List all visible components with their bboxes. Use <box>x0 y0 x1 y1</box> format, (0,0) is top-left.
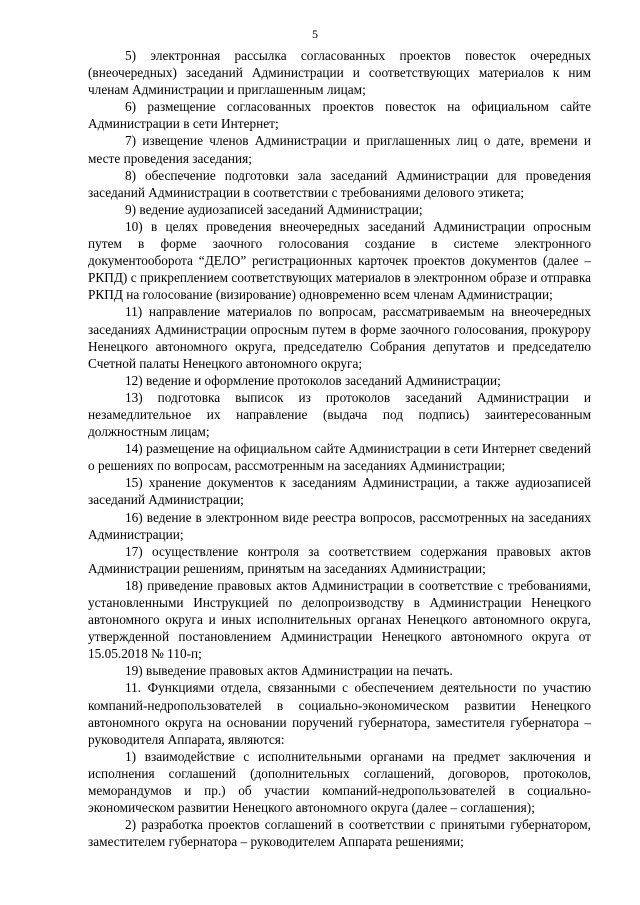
section-11-heading: 11. Функциями отдела, связанными с обеспечением деятельности по участию компаний-недропользователей в социально-экономическом развитии Ненецкого автономного округа на основании поручений губернатора, заместителя губернатора – руководителя Аппарата, являются: <box>88 680 591 747</box>
section-11-item-1: 1) взаимодействие с исполнительными органами на предмет заключения и исполнения соглашений (дополнительных соглашений, договоров, протоколов, меморандумов и пр.) об участии компаний-недропользователей в социально-экономическом развитии Ненецкого автономного округа (далее – соглашения); <box>88 748 591 816</box>
item-6: 6) размещение согласованных проектов повесток на официальном сайте Администрации в сети Интернет; <box>88 99 591 132</box>
item-17: 17) осуществление контроля за соответствием содержания правовых актов Администрации решениям, принятым на заседаниях Администрации; <box>88 543 591 576</box>
item-11: 11) направление материалов по вопросам, рассматриваемым на внеочередных заседаниях Администрации опросным путем в форме заочного голосования, прокурору Ненецкого автономного округа, председателю Собрания депутатов и председателю Счетной палаты Ненецкого автономного округа; <box>88 304 591 371</box>
item-7: 7) извещение членов Администрации и приглашенных лиц о дате, времени и месте проведения заседания; <box>88 133 591 166</box>
section-11-item-2: 2) разработка проектов соглашений в соответствии с принятыми губернатором, заместителем губернатора – руководителем Аппарата решениями; <box>88 817 591 850</box>
item-19: 19) выведение правовых актов Администрации на печать. <box>125 663 453 679</box>
page-number: 5 <box>312 27 318 41</box>
item-15: 15) хранение документов к заседаниям Администрации, а также аудиозаписей заседаний Администрации; <box>88 475 591 508</box>
item-9: 9) ведение аудиозаписей заседаний Администрации; <box>125 201 423 217</box>
item-13: 13) подготовка выписок из протоколов заседаний Администрации и незамедлительное их направление (выдача под подпись) заинтересованным должностным лицам; <box>88 389 591 440</box>
item-14: 14) размещение на официальном сайте Администрации в сети Интернет сведений о решениях по вопросам, рассмотренным на заседаниях Администрации; <box>88 441 591 474</box>
item-16: 16) ведение в электронном виде реестра вопросов, рассмотренных на заседаниях Администрации; <box>88 509 591 542</box>
item-12: 12) ведение и оформление протоколов заседаний Администрации; <box>125 372 501 388</box>
item-8: 8) обеспечение подготовки зала заседаний Администрации для проведения заседаний Администрации в соответствии с требованиями делового этикета; <box>88 167 591 200</box>
item-10: 10) в целях проведения внеочередных заседаний Администрации опросным путем в форме заочного голосования создание в системе электронного документооборота “ДЕЛО” регистрационных карточек проектов документов (далее – РКПД) с прикреплением соответствующих материалов в электронном образе и отправка РКПД на голосование (визирование) одновременно всем членам Администрации; <box>88 218 591 303</box>
document-body <box>88 47 591 850</box>
item-5: 5) электронная рассылка согласованных проектов повесток очередных (внеочередных) заседаний Администрации и соответствующих материалов к ним членам Администрации и приглашенным лицам; <box>88 48 591 98</box>
item-18: 18) приведение правовых актов Администрации в соответствие с требованиями, установленными Инструкцией по делопроизводству в Администрации Ненецкого автономного округа и иных исполнительных органах Ненецкого автономного округа, утвержденной постановлением Администрации Ненецкого автономного округа от 15.05.2018 № 110-п; <box>88 577 591 662</box>
